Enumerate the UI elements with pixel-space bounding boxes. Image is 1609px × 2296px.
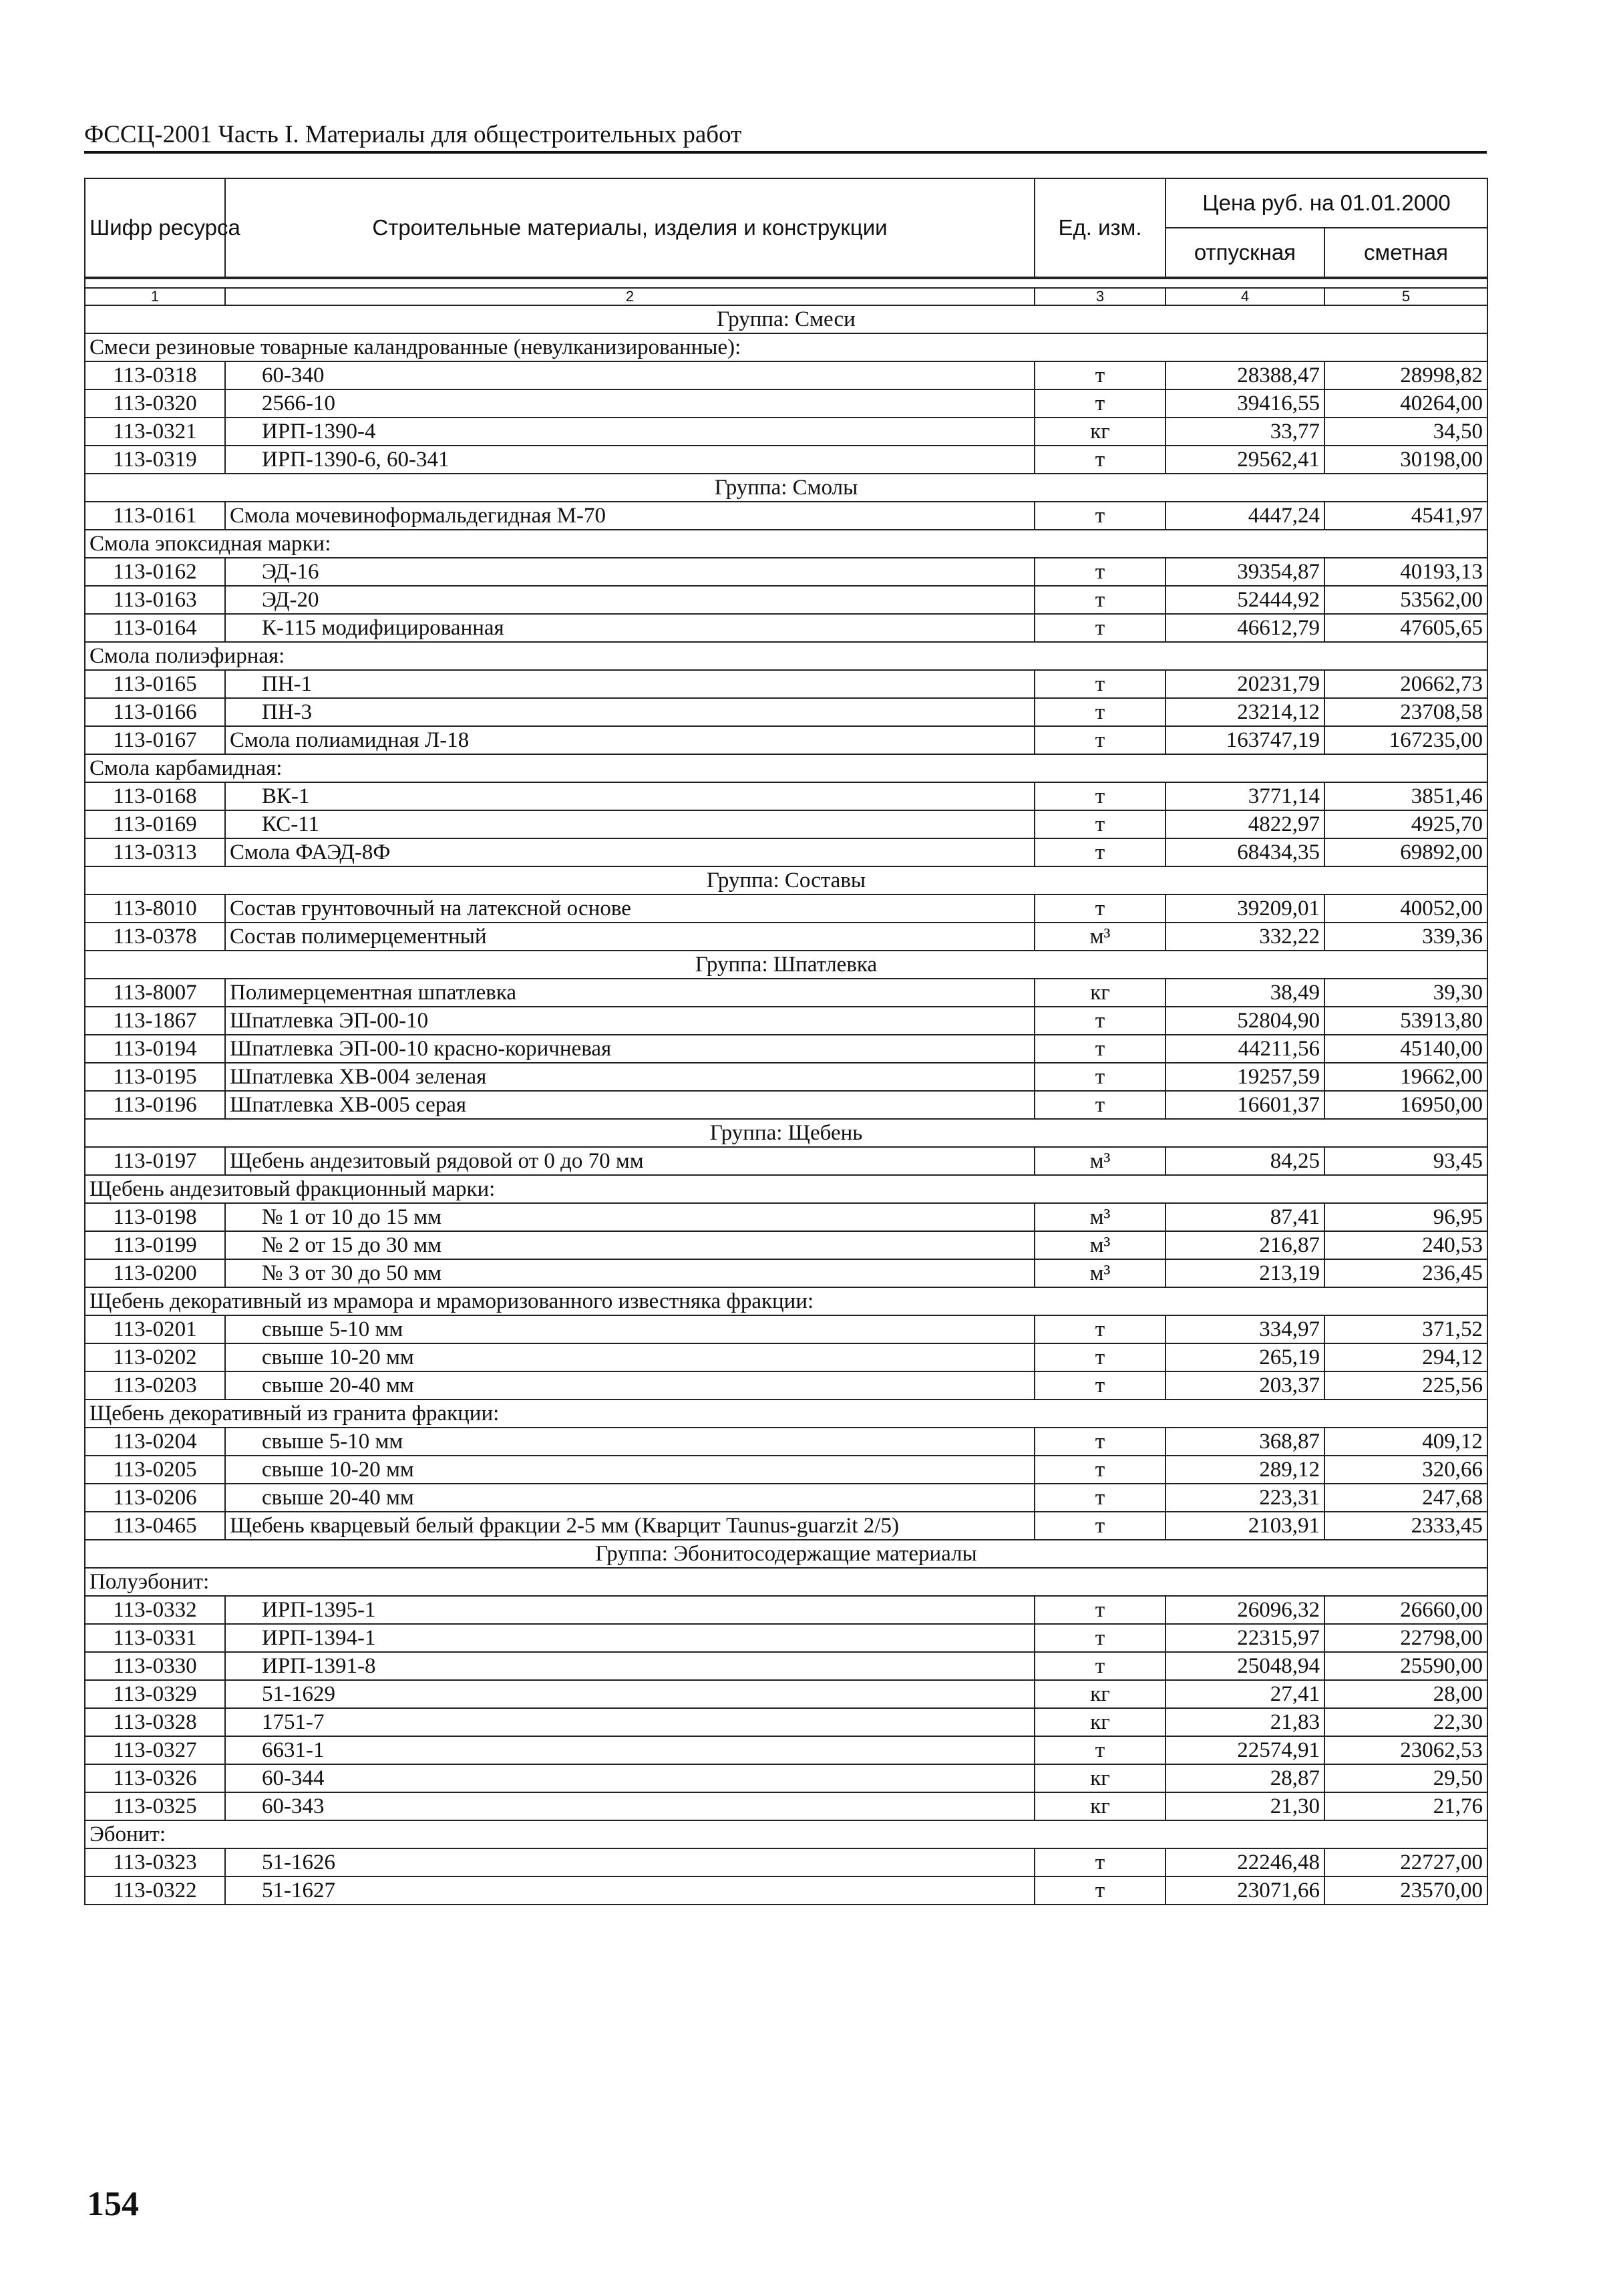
estimate-price-cell: 236,45: [1324, 1259, 1487, 1287]
unit-cell: т: [1035, 1371, 1166, 1400]
resource-code-cell: 113-0326: [85, 1764, 225, 1792]
release-price-cell: 213,19: [1166, 1259, 1324, 1287]
table-row: [85, 614, 1487, 642]
table-row: [85, 361, 1487, 389]
release-price-cell: 39354,87: [1166, 558, 1324, 586]
release-price-cell: 23214,12: [1166, 698, 1324, 726]
release-price-cell: 68434,35: [1166, 838, 1324, 866]
subheading-row: [85, 1568, 1487, 1596]
material-name-cell: свыше 20-40 мм: [225, 1371, 1035, 1400]
column-header-release-price: отпускная: [1166, 228, 1324, 278]
release-price-cell: 16601,37: [1166, 1091, 1324, 1119]
estimate-price-cell: 96,95: [1324, 1203, 1487, 1231]
table-row: [85, 1343, 1487, 1371]
material-name-cell: Смола полиамидная Л-18: [225, 726, 1035, 754]
group-heading-row: [85, 474, 1487, 502]
material-name-cell: № 2 от 15 до 30 мм: [225, 1231, 1035, 1259]
unit-cell: т: [1035, 558, 1166, 586]
table-row: [85, 1456, 1487, 1484]
unit-cell: м³: [1035, 923, 1166, 951]
material-name-cell: Щебень кварцевый белый фракции 2-5 мм (Кварцит Taunus-guarzit 2/5): [225, 1512, 1035, 1540]
table-row: [85, 1736, 1487, 1764]
unit-cell: т: [1035, 1091, 1166, 1119]
release-price-cell: 289,12: [1166, 1456, 1324, 1484]
release-price-cell: 22315,97: [1166, 1624, 1324, 1652]
column-number: 1: [85, 288, 225, 305]
unit-cell: т: [1035, 1652, 1166, 1680]
estimate-price-cell: 4925,70: [1324, 810, 1487, 838]
material-name-cell: ИРП-1390-4: [225, 418, 1035, 446]
estimate-price-cell: 409,12: [1324, 1428, 1487, 1456]
resource-code-cell: 113-0327: [85, 1736, 225, 1764]
estimate-price-cell: 45140,00: [1324, 1035, 1487, 1063]
release-price-cell: 2103,91: [1166, 1512, 1324, 1540]
material-name-cell: Шпатлевка ХВ-004 зеленая: [225, 1063, 1035, 1091]
release-price-cell: 332,22: [1166, 923, 1324, 951]
estimate-price-cell: 34,50: [1324, 418, 1487, 446]
release-price-cell: 52444,92: [1166, 586, 1324, 614]
estimate-price-cell: 2333,45: [1324, 1512, 1487, 1540]
column-header-estimate-price: сметная: [1324, 228, 1487, 278]
resource-code-cell: 113-0322: [85, 1876, 225, 1905]
estimate-price-cell: 22,30: [1324, 1708, 1487, 1736]
table-row: [85, 1596, 1487, 1624]
unit-cell: м³: [1035, 1203, 1166, 1231]
resource-code-cell: 113-0332: [85, 1596, 225, 1624]
estimate-price-cell: 47605,65: [1324, 614, 1487, 642]
subheading-row: [85, 1175, 1487, 1203]
subheading-row: [85, 333, 1487, 361]
material-name-cell: Шпатлевка ЭП-00-10: [225, 1007, 1035, 1035]
table-row: [85, 1484, 1487, 1512]
unit-cell: кг: [1035, 1764, 1166, 1792]
column-header-price: Цена руб. на 01.01.2000: [1166, 178, 1487, 228]
unit-cell: кг: [1035, 418, 1166, 446]
release-price-cell: 334,97: [1166, 1315, 1324, 1343]
release-price-cell: 27,41: [1166, 1680, 1324, 1708]
estimate-price-cell: 225,56: [1324, 1371, 1487, 1400]
price-table: [84, 178, 1488, 1905]
material-name-cell: Полимерцементная шпатлевка: [225, 979, 1035, 1007]
release-price-cell: 21,30: [1166, 1792, 1324, 1820]
estimate-price-cell: 53913,80: [1324, 1007, 1487, 1035]
release-price-cell: 4447,24: [1166, 502, 1324, 530]
group-heading-row: [85, 1119, 1487, 1147]
unit-cell: т: [1035, 1035, 1166, 1063]
resource-code-cell: 113-0330: [85, 1652, 225, 1680]
release-price-cell: 216,87: [1166, 1231, 1324, 1259]
estimate-price-cell: 16950,00: [1324, 1091, 1487, 1119]
material-name-cell: 51-1627: [225, 1876, 1035, 1905]
table-row: [85, 1876, 1487, 1905]
table-row: [85, 726, 1487, 754]
unit-cell: т: [1035, 502, 1166, 530]
subheading: Щебень декоративный из мрамора и мраморизованного известняка фракции:: [85, 1287, 1487, 1315]
release-price-cell: 163747,19: [1166, 726, 1324, 754]
estimate-price-cell: 53562,00: [1324, 586, 1487, 614]
subheading-row: [85, 642, 1487, 670]
resource-code-cell: 113-0323: [85, 1848, 225, 1876]
estimate-price-cell: 371,52: [1324, 1315, 1487, 1343]
estimate-price-cell: 28998,82: [1324, 361, 1487, 389]
release-price-cell: 265,19: [1166, 1343, 1324, 1371]
table-row: [85, 1428, 1487, 1456]
estimate-price-cell: 23708,58: [1324, 698, 1487, 726]
unit-cell: кг: [1035, 1708, 1166, 1736]
release-price-cell: 29562,41: [1166, 446, 1324, 474]
resource-code-cell: 113-0198: [85, 1203, 225, 1231]
material-name-cell: свыше 20-40 мм: [225, 1484, 1035, 1512]
table-row: [85, 1259, 1487, 1287]
subheading-row: [85, 1820, 1487, 1848]
table-row: [85, 586, 1487, 614]
unit-cell: т: [1035, 1624, 1166, 1652]
unit-cell: т: [1035, 782, 1166, 810]
unit-cell: т: [1035, 838, 1166, 866]
table-row: [85, 1680, 1487, 1708]
table-row: [85, 1231, 1487, 1259]
resource-code-cell: 113-0197: [85, 1147, 225, 1175]
estimate-price-cell: 240,53: [1324, 1231, 1487, 1259]
material-name-cell: ЭД-16: [225, 558, 1035, 586]
unit-cell: т: [1035, 1456, 1166, 1484]
resource-code-cell: 113-0204: [85, 1428, 225, 1456]
table-row: [85, 670, 1487, 698]
resource-code-cell: 113-0465: [85, 1512, 225, 1540]
resource-code-cell: 113-0206: [85, 1484, 225, 1512]
unit-cell: м³: [1035, 1259, 1166, 1287]
estimate-price-cell: 4541,97: [1324, 502, 1487, 530]
resource-code-cell: 113-8007: [85, 979, 225, 1007]
resource-code-cell: 113-0168: [85, 782, 225, 810]
estimate-price-cell: 69892,00: [1324, 838, 1487, 866]
estimate-price-cell: 3851,46: [1324, 782, 1487, 810]
estimate-price-cell: 21,76: [1324, 1792, 1487, 1820]
resource-code-cell: 113-0163: [85, 586, 225, 614]
material-name-cell: Шпатлевка ЭП-00-10 красно-коричневая: [225, 1035, 1035, 1063]
material-name-cell: ИРП-1390-6, 60-341: [225, 446, 1035, 474]
material-name-cell: Состав полимерцементный: [225, 923, 1035, 951]
material-name-cell: свыше 5-10 мм: [225, 1428, 1035, 1456]
material-name-cell: Щебень андезитовый рядовой от 0 до 70 мм: [225, 1147, 1035, 1175]
group-heading-row: [85, 866, 1487, 894]
unit-cell: т: [1035, 1848, 1166, 1876]
estimate-price-cell: 39,30: [1324, 979, 1487, 1007]
resource-code-cell: 113-0201: [85, 1315, 225, 1343]
estimate-price-cell: 20662,73: [1324, 670, 1487, 698]
resource-code-cell: 113-0319: [85, 446, 225, 474]
subheading-row: [85, 1287, 1487, 1315]
resource-code-cell: 113-0194: [85, 1035, 225, 1063]
estimate-price-cell: 28,00: [1324, 1680, 1487, 1708]
subheading: Смола полиэфирная:: [85, 642, 1487, 670]
material-name-cell: ПН-3: [225, 698, 1035, 726]
release-price-cell: 38,49: [1166, 979, 1324, 1007]
material-name-cell: № 1 от 10 до 15 мм: [225, 1203, 1035, 1231]
material-name-cell: 60-343: [225, 1792, 1035, 1820]
subheading: Щебень андезитовый фракционный марки:: [85, 1175, 1487, 1203]
table-row: [85, 894, 1487, 923]
material-name-cell: 51-1626: [225, 1848, 1035, 1876]
group-heading: Группа: Составы: [85, 866, 1487, 894]
resource-code-cell: 113-0167: [85, 726, 225, 754]
release-price-cell: 44211,56: [1166, 1035, 1324, 1063]
release-price-cell: 25048,94: [1166, 1652, 1324, 1680]
resource-code-cell: 113-0325: [85, 1792, 225, 1820]
material-name-cell: свыше 10-20 мм: [225, 1456, 1035, 1484]
release-price-cell: 22246,48: [1166, 1848, 1324, 1876]
subheading: Щебень декоративный из гранита фракции:: [85, 1400, 1487, 1428]
resource-code-cell: 113-0378: [85, 923, 225, 951]
estimate-price-cell: 30198,00: [1324, 446, 1487, 474]
resource-code-cell: 113-0196: [85, 1091, 225, 1119]
unit-cell: кг: [1035, 1792, 1166, 1820]
unit-cell: т: [1035, 361, 1166, 389]
subheading: Эбонит:: [85, 1820, 1487, 1848]
table-row: [85, 1764, 1487, 1792]
estimate-price-cell: 25590,00: [1324, 1652, 1487, 1680]
release-price-cell: 39416,55: [1166, 389, 1324, 418]
unit-cell: т: [1035, 446, 1166, 474]
release-price-cell: 22574,91: [1166, 1736, 1324, 1764]
estimate-price-cell: 167235,00: [1324, 726, 1487, 754]
estimate-price-cell: 40052,00: [1324, 894, 1487, 923]
estimate-price-cell: 22727,00: [1324, 1848, 1487, 1876]
material-name-cell: № 3 от 30 до 50 мм: [225, 1259, 1035, 1287]
material-name-cell: Состав грунтовочный на латексной основе: [225, 894, 1035, 923]
table-body: [85, 305, 1487, 1905]
table-row: [85, 923, 1487, 951]
unit-cell: т: [1035, 389, 1166, 418]
resource-code-cell: 113-0320: [85, 389, 225, 418]
resource-code-cell: 113-0169: [85, 810, 225, 838]
estimate-price-cell: 29,50: [1324, 1764, 1487, 1792]
material-name-cell: 60-344: [225, 1764, 1035, 1792]
table-row: [85, 979, 1487, 1007]
group-heading: Группа: Шпатлевка: [85, 951, 1487, 979]
unit-cell: т: [1035, 1007, 1166, 1035]
material-name-cell: ВК-1: [225, 782, 1035, 810]
unit-cell: т: [1035, 1428, 1166, 1456]
table-row: [85, 1063, 1487, 1091]
page-header: ФССЦ-2001 Часть I. Материалы для общестроительных работ: [84, 120, 1487, 154]
table-row: [85, 1035, 1487, 1063]
material-name-cell: К-115 модифицированная: [225, 614, 1035, 642]
resource-code-cell: 113-0328: [85, 1708, 225, 1736]
material-name-cell: КС-11: [225, 810, 1035, 838]
resource-code-cell: 113-0199: [85, 1231, 225, 1259]
material-name-cell: ИРП-1394-1: [225, 1624, 1035, 1652]
table-row: [85, 698, 1487, 726]
unit-cell: т: [1035, 1343, 1166, 1371]
release-price-cell: 39209,01: [1166, 894, 1324, 923]
page-number: 154: [87, 2185, 139, 2223]
release-price-cell: 28,87: [1166, 1764, 1324, 1792]
unit-cell: т: [1035, 1596, 1166, 1624]
table-row: [85, 1091, 1487, 1119]
release-price-cell: 52804,90: [1166, 1007, 1324, 1035]
release-price-cell: 26096,32: [1166, 1596, 1324, 1624]
subheading: Полуэбонит:: [85, 1568, 1487, 1596]
column-number: 5: [1324, 288, 1487, 305]
material-name-cell: свыше 5-10 мм: [225, 1315, 1035, 1343]
material-name-cell: 6631-1: [225, 1736, 1035, 1764]
unit-cell: т: [1035, 1484, 1166, 1512]
group-heading-row: [85, 951, 1487, 979]
subheading-row: [85, 1400, 1487, 1428]
table-row: [85, 810, 1487, 838]
release-price-cell: 203,37: [1166, 1371, 1324, 1400]
column-number: 3: [1035, 288, 1166, 305]
resource-code-cell: 113-0162: [85, 558, 225, 586]
estimate-price-cell: 23570,00: [1324, 1876, 1487, 1905]
estimate-price-cell: 40264,00: [1324, 389, 1487, 418]
resource-code-cell: 113-0321: [85, 418, 225, 446]
table-row: [85, 1708, 1487, 1736]
resource-code-cell: 113-0329: [85, 1680, 225, 1708]
unit-cell: т: [1035, 1315, 1166, 1343]
table-row: [85, 1371, 1487, 1400]
unit-cell: т: [1035, 614, 1166, 642]
release-price-cell: 223,31: [1166, 1484, 1324, 1512]
resource-code-cell: 113-0195: [85, 1063, 225, 1091]
resource-code-cell: 113-0165: [85, 670, 225, 698]
table-row: [85, 446, 1487, 474]
unit-cell: кг: [1035, 979, 1166, 1007]
estimate-price-cell: 26660,00: [1324, 1596, 1487, 1624]
release-price-cell: 21,83: [1166, 1708, 1324, 1736]
table-row: [85, 1007, 1487, 1035]
table-row: [85, 1203, 1487, 1231]
unit-cell: кг: [1035, 1680, 1166, 1708]
resource-code-cell: 113-0331: [85, 1624, 225, 1652]
unit-cell: т: [1035, 894, 1166, 923]
resource-code-cell: 113-8010: [85, 894, 225, 923]
material-name-cell: Смола мочевиноформальдегидная М-70: [225, 502, 1035, 530]
subheading: Смола эпоксидная марки:: [85, 530, 1487, 558]
estimate-price-cell: 339,36: [1324, 923, 1487, 951]
column-number: 4: [1166, 288, 1324, 305]
unit-cell: т: [1035, 726, 1166, 754]
release-price-cell: 28388,47: [1166, 361, 1324, 389]
unit-cell: т: [1035, 1063, 1166, 1091]
unit-cell: т: [1035, 1512, 1166, 1540]
subheading-row: [85, 530, 1487, 558]
estimate-price-cell: 247,68: [1324, 1484, 1487, 1512]
unit-cell: т: [1035, 698, 1166, 726]
estimate-price-cell: 93,45: [1324, 1147, 1487, 1175]
column-header-name: Строительные материалы, изделия и конструкции: [225, 178, 1035, 278]
material-name-cell: ИРП-1391-8: [225, 1652, 1035, 1680]
subheading: Смеси резиновые товарные каландрованные (невулканизированные):: [85, 333, 1487, 361]
group-heading: Группа: Смолы: [85, 474, 1487, 502]
resource-code-cell: 113-0164: [85, 614, 225, 642]
resource-code-cell: 113-1867: [85, 1007, 225, 1035]
table-row: [85, 1512, 1487, 1540]
group-heading-row: [85, 305, 1487, 333]
resource-code-cell: 113-0161: [85, 502, 225, 530]
estimate-price-cell: 22798,00: [1324, 1624, 1487, 1652]
release-price-cell: 20231,79: [1166, 670, 1324, 698]
material-name-cell: 2566-10: [225, 389, 1035, 418]
material-name-cell: Шпатлевка ХВ-005 серая: [225, 1091, 1035, 1119]
table-row: [85, 1848, 1487, 1876]
unit-cell: т: [1035, 586, 1166, 614]
release-price-cell: 368,87: [1166, 1428, 1324, 1456]
subheading: Смола карбамидная:: [85, 754, 1487, 782]
table-row: [85, 838, 1487, 866]
estimate-price-cell: 40193,13: [1324, 558, 1487, 586]
material-name-cell: 60-340: [225, 361, 1035, 389]
material-name-cell: Смола ФАЭД-8Ф: [225, 838, 1035, 866]
estimate-price-cell: 23062,53: [1324, 1736, 1487, 1764]
group-heading: Группа: Щебень: [85, 1119, 1487, 1147]
estimate-price-cell: 294,12: [1324, 1343, 1487, 1371]
material-name-cell: ЭД-20: [225, 586, 1035, 614]
release-price-cell: 3771,14: [1166, 782, 1324, 810]
table-row: [85, 418, 1487, 446]
unit-cell: т: [1035, 810, 1166, 838]
unit-cell: т: [1035, 1876, 1166, 1905]
resource-code-cell: 113-0202: [85, 1343, 225, 1371]
unit-cell: м³: [1035, 1231, 1166, 1259]
unit-cell: м³: [1035, 1147, 1166, 1175]
header-spacer: [85, 278, 1487, 288]
release-price-cell: 19257,59: [1166, 1063, 1324, 1091]
table-row: [85, 1652, 1487, 1680]
table-row: [85, 558, 1487, 586]
release-price-cell: 4822,97: [1166, 810, 1324, 838]
resource-code-cell: 113-0200: [85, 1259, 225, 1287]
release-price-cell: 46612,79: [1166, 614, 1324, 642]
resource-code-cell: 113-0205: [85, 1456, 225, 1484]
table-row: [85, 502, 1487, 530]
table-row: [85, 1624, 1487, 1652]
column-header-code: Шифр ресурса: [85, 178, 225, 278]
estimate-price-cell: 19662,00: [1324, 1063, 1487, 1091]
release-price-cell: 33,77: [1166, 418, 1324, 446]
resource-code-cell: 113-0166: [85, 698, 225, 726]
material-name-cell: ПН-1: [225, 670, 1035, 698]
resource-code-cell: 113-0313: [85, 838, 225, 866]
table-row: [85, 1315, 1487, 1343]
group-heading: Группа: Смеси: [85, 305, 1487, 333]
group-heading-row: [85, 1540, 1487, 1568]
table-row: [85, 1792, 1487, 1820]
table-row: [85, 782, 1487, 810]
resource-code-cell: 113-0203: [85, 1371, 225, 1400]
group-heading: Группа: Эбонитосодержащие материалы: [85, 1540, 1487, 1568]
release-price-cell: 87,41: [1166, 1203, 1324, 1231]
table-row: [85, 1147, 1487, 1175]
unit-cell: т: [1035, 670, 1166, 698]
material-name-cell: ИРП-1395-1: [225, 1596, 1035, 1624]
estimate-price-cell: 320,66: [1324, 1456, 1487, 1484]
subheading-row: [85, 754, 1487, 782]
release-price-cell: 23071,66: [1166, 1876, 1324, 1905]
unit-cell: т: [1035, 1736, 1166, 1764]
release-price-cell: 84,25: [1166, 1147, 1324, 1175]
table-row: [85, 389, 1487, 418]
column-header-unit: Ед. изм.: [1035, 178, 1166, 278]
resource-code-cell: 113-0318: [85, 361, 225, 389]
material-name-cell: 1751-7: [225, 1708, 1035, 1736]
material-name-cell: свыше 10-20 мм: [225, 1343, 1035, 1371]
material-name-cell: 51-1629: [225, 1680, 1035, 1708]
column-number: 2: [225, 288, 1035, 305]
